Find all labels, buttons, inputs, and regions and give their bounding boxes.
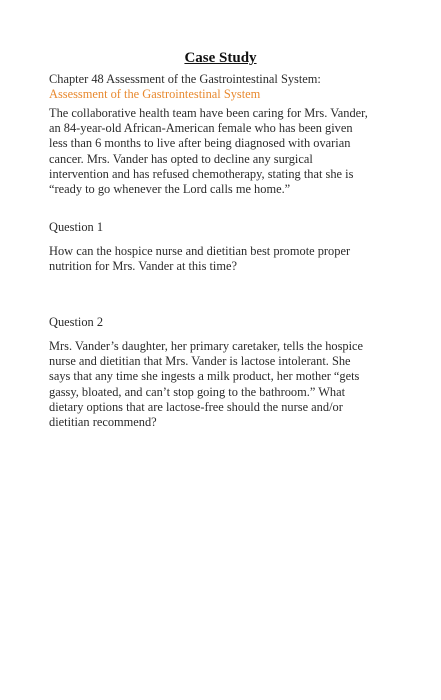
scenario-line: cancer. Mrs. Vander has opted to decline any surgical	[49, 151, 313, 166]
chapter-heading-block	[49, 72, 394, 102]
question-2-line: dietary options that are lactose-free should the nurse and/or	[49, 399, 343, 414]
scenario-line: The collaborative health team have been caring for Mrs. Vander,	[49, 106, 368, 120]
scenario-line: less than 6 months to live after being diagnosed with ovarian	[49, 136, 351, 151]
question-2-line: nurse and dietitian that Mrs. Vander is lactose intolerant. She	[49, 354, 351, 369]
scenario-line: an 84-year-old African-American female who has been given	[49, 121, 353, 136]
scenario-line: “ready to go whenever the Lord calls me home.”	[49, 182, 291, 197]
question-1-line: nutrition for Mrs. Vander at this time?	[49, 259, 238, 274]
question-2-line: says that any time she ingests a milk product, her mother “gets	[49, 369, 360, 384]
question-1-text	[49, 244, 394, 274]
scenario-paragraph	[49, 106, 394, 197]
question-1-line: How can the hospice nurse and dietitian best promote proper	[49, 244, 351, 258]
question-2-line: dietitian recommend?	[49, 415, 157, 430]
scenario-line: intervention and has refused chemotherapy, stating that she is	[49, 166, 354, 181]
question-2-line: Mrs. Vander’s daughter, her primary caretaker, tells the hospice	[49, 339, 364, 353]
chapter-subheading: Assessment of the Gastrointestinal System	[49, 87, 261, 102]
question-2-text	[49, 339, 394, 430]
page-title: Case Study	[184, 50, 257, 66]
question-1-label: Question 1	[49, 220, 104, 234]
question-2-label: Question 2	[49, 315, 104, 329]
question-2-line: gassy, bloated, and can’t stop going to the bathroom.” What	[49, 384, 346, 399]
chapter-heading: Chapter 48 Assessment of the Gastrointestinal System:	[49, 72, 321, 86]
